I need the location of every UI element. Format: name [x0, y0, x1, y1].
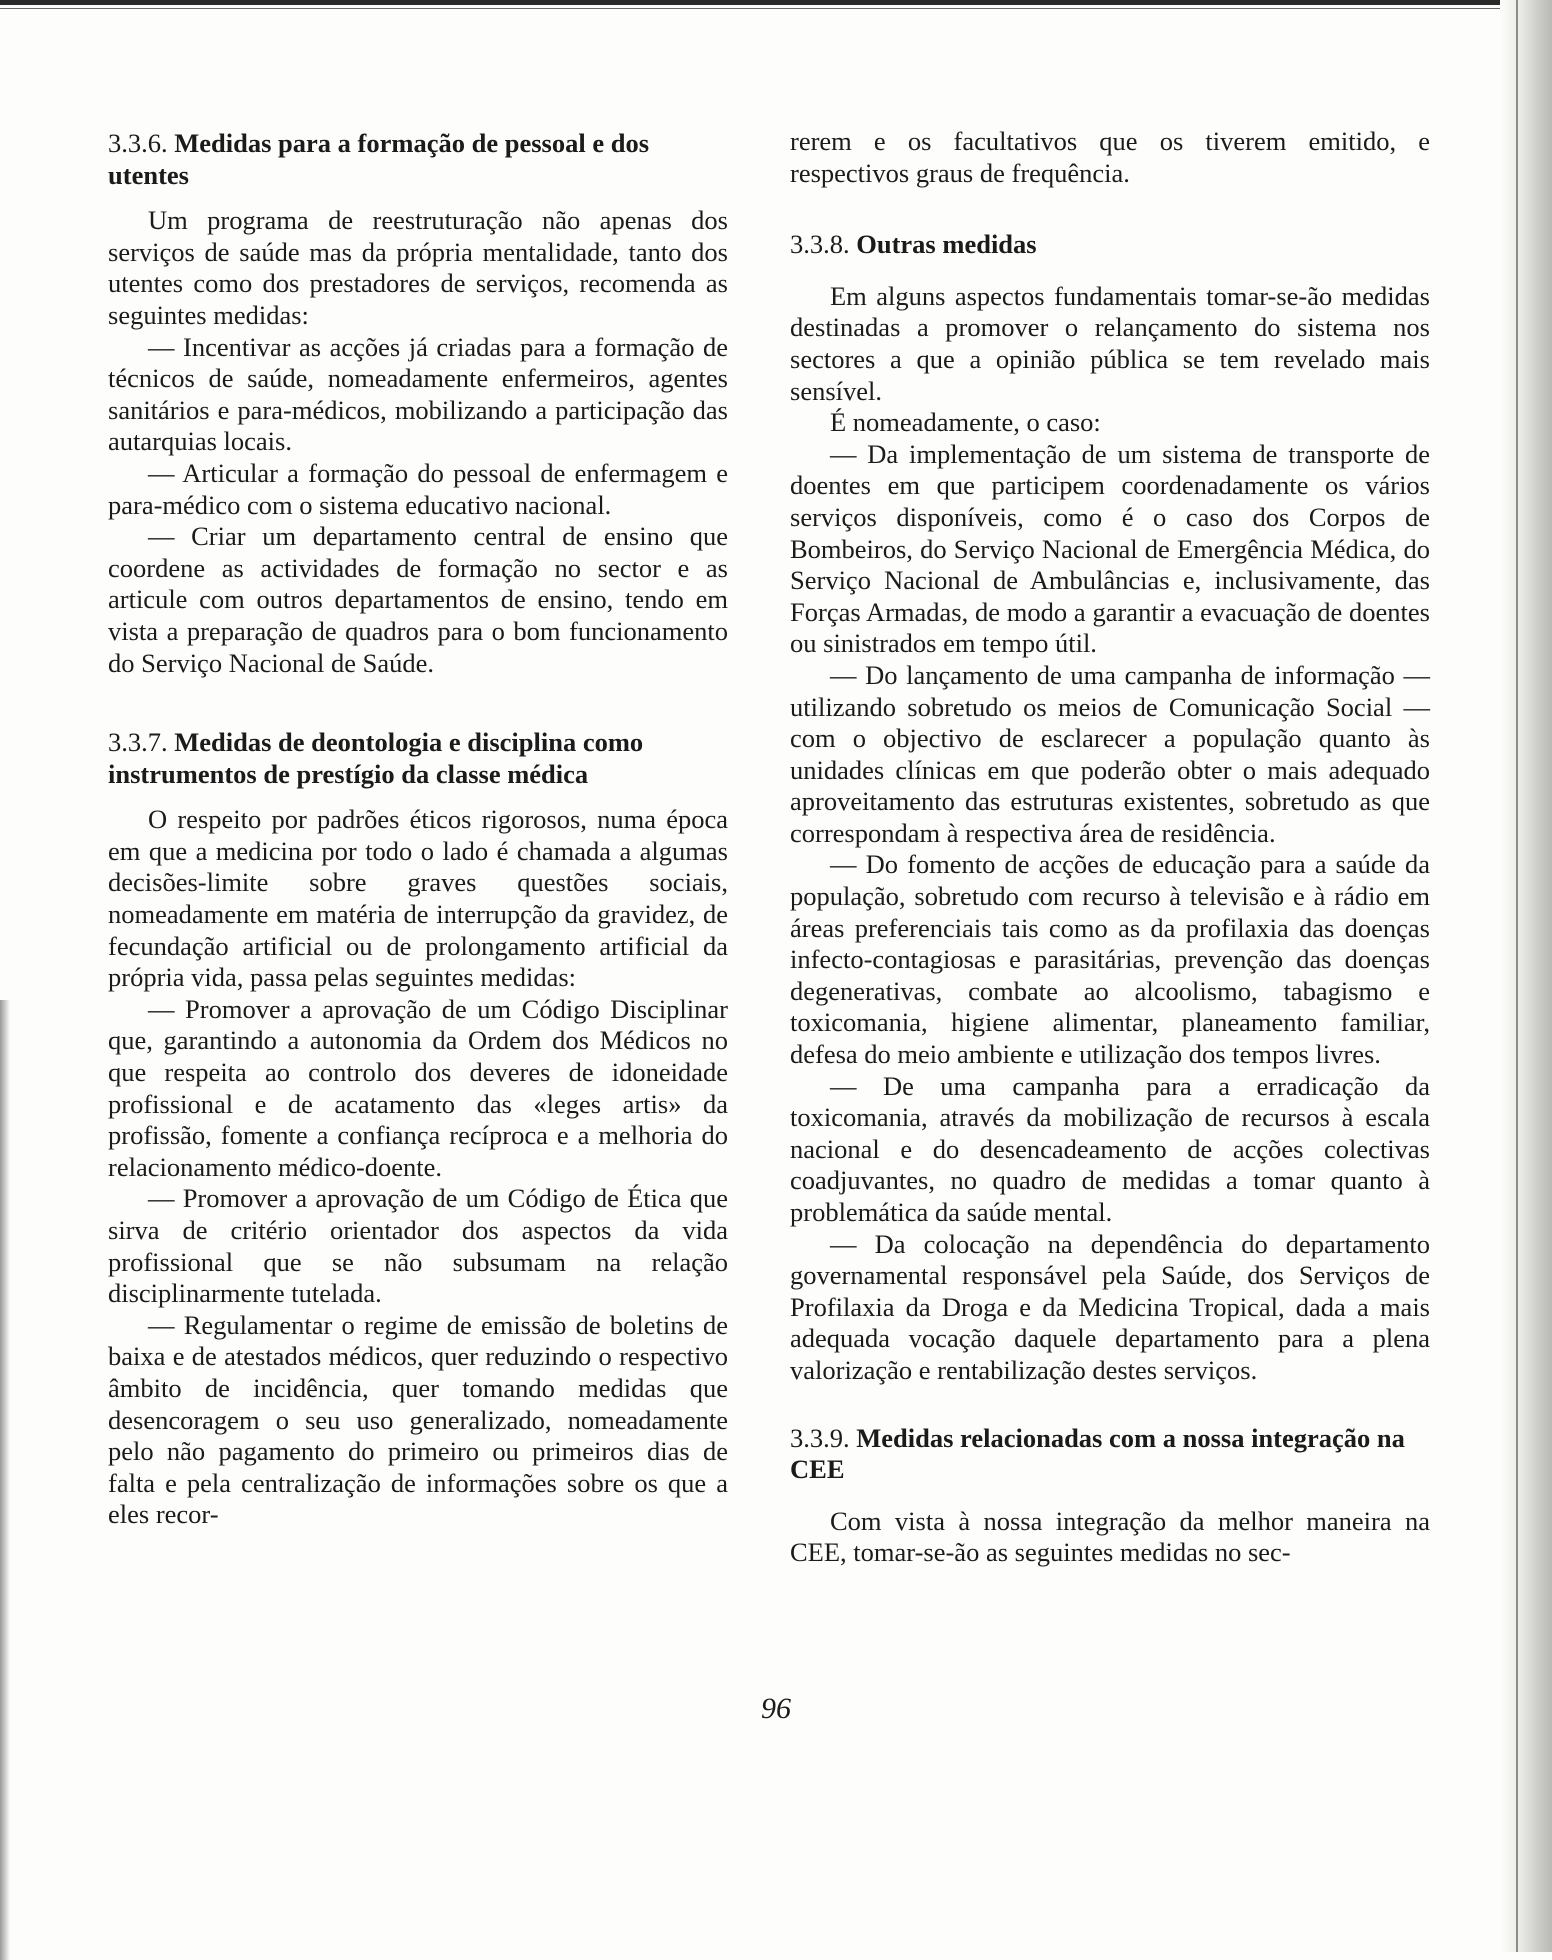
paragraph: Um programa de reestruturação não apenas dos serviços de saúde mas da própria mentalidade, tanto dos utentes como dos prestadores de serviços, recomenda as seguintes medidas:: [108, 205, 728, 330]
section-title: Medidas relacionadas com a nossa integração na CEE: [790, 1422, 1405, 1485]
paragraph: O respeito por padrões éticos rigorosos, numa época em que a medicina por todo o lado é chamada a algumas decisões-limite sobre graves questões sociais, nomeadamente em matéria de interrupção da gravidez, de fecundação artificial ou de prolongamento artificial da própria vida, passa pelas seguintes medidas:: [108, 804, 728, 993]
paragraph: — Do lançamento de uma campanha de informação — utilizando sobretudo os meios de Comunicação Social — com o objectivo de esclarecer a população quanto às unidades clínicas em que poderão obter o mais adequado aproveitamento das estruturas existentes, sobretudo as que correspondam à respectiva área de residência.: [790, 659, 1430, 848]
scan-top-rule: [0, 0, 1520, 5]
section-number: 3.3.9.: [790, 1422, 850, 1453]
scan-left-edge-shadow: [0, 1000, 10, 1960]
paragraph: — Regulamentar o regime de emissão de boletins de baixa e de atestados médicos, quer reduzindo o respectivo âmbito de incidência, quer tomando medidas que desencoragem o seu uso generalizado, nomeadamente pelo não pagamento do primeiro ou primeiros dias de falta e pela centralização de informações sobre os que a eles recor-: [108, 1309, 728, 1530]
paragraph-continuation: rerem e os facultativos que os tiverem emitido, e respectivos graus de frequência.: [790, 126, 1430, 188]
paragraph: Em alguns aspectos fundamentais tomar-se-ão medidas destinadas a promover o relançamento do sistema nos sectores a que a opinião pública se tem revelado mais sensível.: [790, 280, 1430, 406]
paragraph: — Do fomento de acções de educação para a saúde da população, sobretudo com recurso à televisão e à rádio em áreas preferenciais tais como as da profilaxia das doenças infecto-contagiosas e parasitárias, prevenção das doenças degenerativas, combate ao alcoolismo, tabagismo e toxicomania, higiene alimentar, planeamento familiar, defesa do meio ambiente e utilização dos tempos livres.: [790, 849, 1430, 1070]
paragraph: — Promover a aprovação de um Código Disciplinar que, garantindo a autonomia da Ordem dos Médicos no que respeita ao controlo dos deveres de idoneidade profissional e de acatamento das «leges artis» da profissão, fomente a confiança recíproca e a melhoria do relacionamento médico-doente.: [108, 993, 728, 1182]
paragraph: — Da colocação na dependência do departamento governamental responsável pela Saúde, dos Serviços de Profilaxia da Droga e da Medicina Tropical, dada a mais adequada vocação daquele departamento para a plena valorização e rentabilização destes serviços.: [790, 1228, 1430, 1385]
left-column: [108, 128, 728, 1531]
paragraph: — Incentivar as acções já criadas para a formação de técnicos de saúde, nomeadamente enfermeiros, agentes sanitários e para-médicos, mobilizando a participação das autarquias locais.: [108, 331, 728, 457]
section-heading-3-3-6: [108, 128, 728, 191]
section-number: 3.3.8.: [790, 229, 850, 260]
section-heading-3-3-8: [790, 229, 1430, 261]
paragraph: — Promover a aprovação de um Código de Ética que sirva de critério orientador dos aspectos da vida profissional que se não subsumam na relação disciplinarmente tutelada.: [108, 1183, 728, 1309]
paragraph: Com vista à nossa integração da melhor maneira na CEE, tomar-se-ão as seguintes medidas no sec-: [790, 1505, 1430, 1568]
section-title: Medidas para a formação de pessoal e dos utentes: [108, 128, 650, 190]
paragraph: — Articular a formação do pessoal de enfermagem e para-médico com o sistema educativo nacional.: [108, 457, 728, 520]
section-number: 3.3.6.: [108, 128, 168, 158]
section-title: Medidas de deontologia e disciplina como instrumentos de prestígio da classe médica: [108, 727, 644, 789]
paragraph: É nomeadamente, o caso:: [830, 407, 1101, 438]
section-title: Outras medidas: [856, 229, 1037, 260]
paragraph: — De uma campanha para a erradicação da toxicomania, através da mobilização de recursos à escala nacional e do desencadeamento de acções colectivas coadjuvantes, no quadro de medidas a tomar quanto à problemática da saúde mental.: [790, 1070, 1430, 1227]
scan-binding-line: [1516, 0, 1518, 1952]
scan-top-rule-thin: [0, 8, 1520, 9]
section-heading-3-3-9: [790, 1423, 1430, 1486]
paragraph: — Da implementação de um sistema de transporte de doentes em que participem coordenadamente os vários serviços disponíveis, como é o caso dos Corpos de Bombeiros, do Serviço Nacional de Emergência Médica, do Serviço Nacional de Ambulâncias e, inclusivamente, das Forças Armadas, de modo a garantir a evacuação de doentes ou sinistrados em tempo útil.: [790, 438, 1430, 659]
section-number: 3.3.7.: [108, 727, 168, 758]
page-number: 96: [761, 1692, 791, 1725]
section-heading-3-3-7: [108, 727, 728, 790]
paragraph: — Criar um departamento central de ensino que coordene as actividades de formação no sector e as articule com outros departamentos de ensino, tendo em vista a preparação de quadros para o bom funcionamento do Serviço Nacional de Saúde.: [108, 521, 728, 678]
scan-right-edge-shadow: [1500, 0, 1552, 1952]
right-column: [790, 126, 1430, 1569]
